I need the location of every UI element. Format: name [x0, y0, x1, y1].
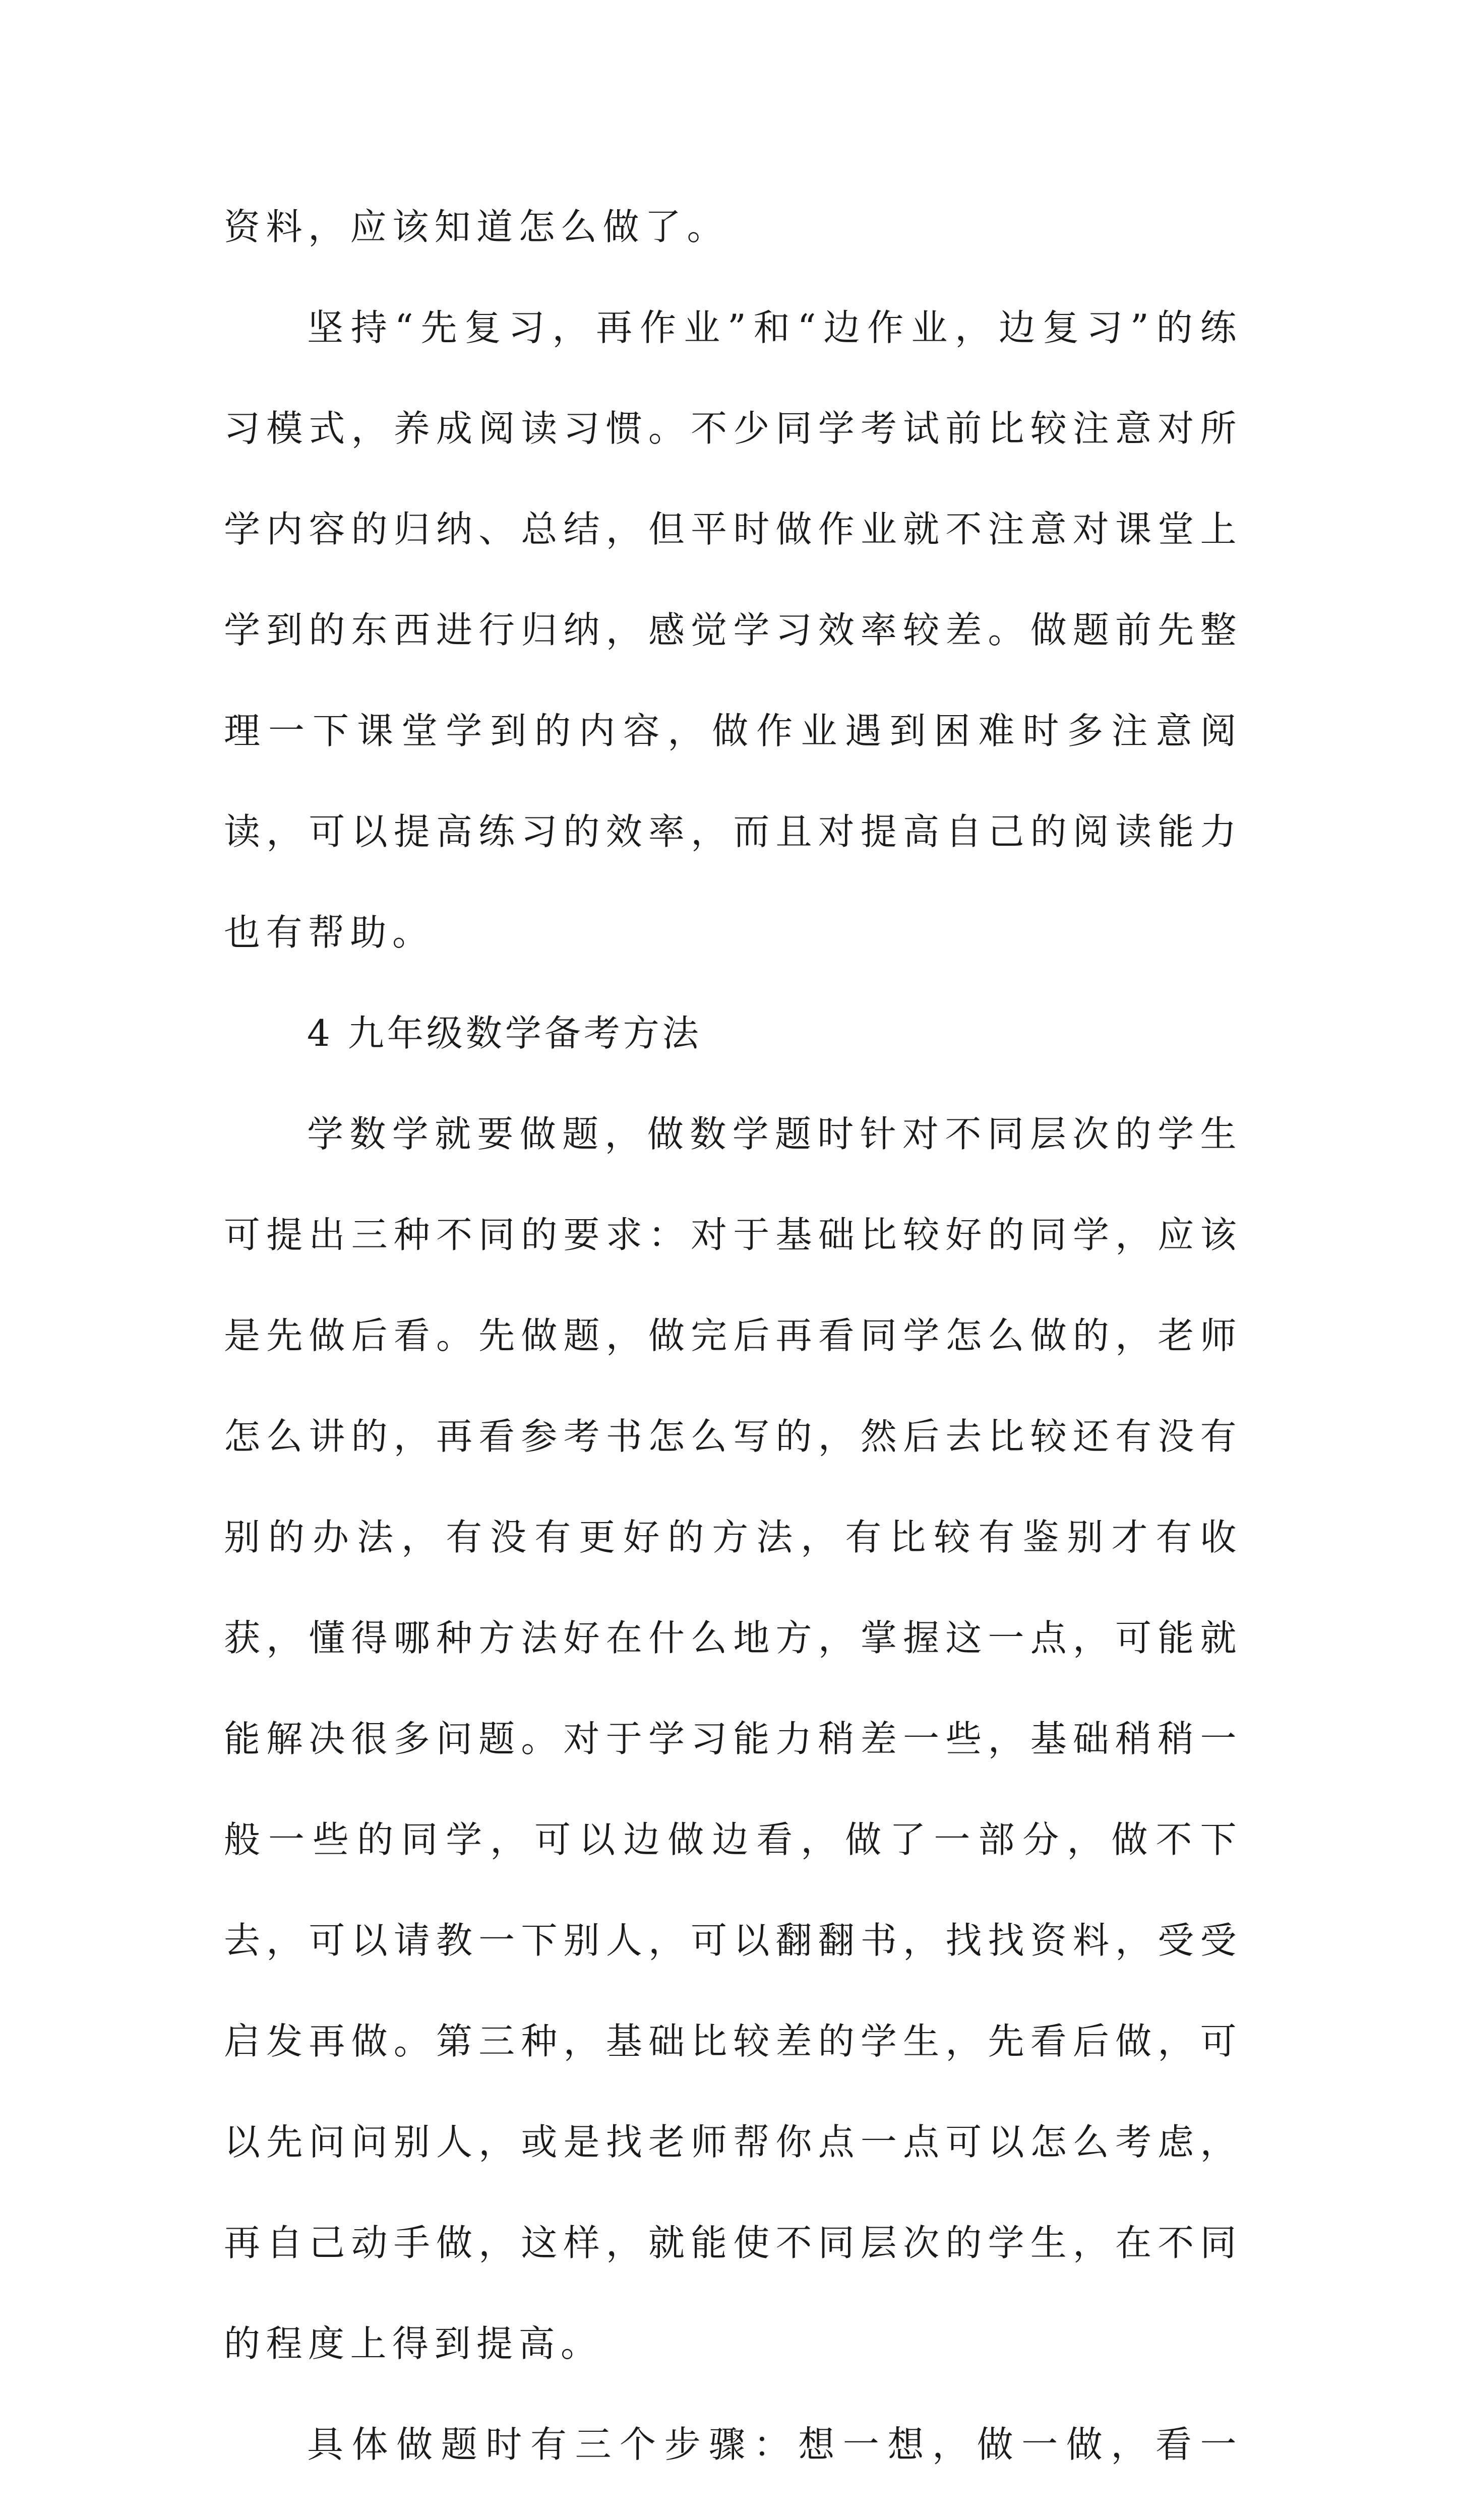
document-body	[224, 176, 1242, 2520]
paragraph-study-mode: 坚持“先复习，再作业”和“边作业，边复习”的练习模式，养成阅读习惯。不少同学考试前比较注意对所学内容的归纳、总结，但平时做作业就不注意对课堂上学到的东西进行归纳，感觉学习效率较差。做题前先整理一下课堂学到的内容，做作业遇到困难时多注意阅读，可以提高练习的效率，而且对提高自己的阅读能力也有帮助。	[224, 306, 1242, 954]
section-heading: 4 九年级数学备考方法	[307, 1012, 702, 1054]
paragraph-three-steps: 具体做题时有三个步骤：想一想，做一做，看一	[307, 2423, 1242, 2466]
paragraph-continued: 资料，应该知道怎么做了。	[224, 206, 730, 248]
paragraph-three-requirements: 学数学就要做题，做数学题时针对不同层次的学生可提出三种不同的要求：对于基础比较好的同学，应该是先做后看。先做题，做完后再看同学怎么做的，老师怎么讲的，再看参考书怎么写的，然后去比较还有没有别的办法，有没有更好的方法，有比较有鉴别才有收获，懂得哪种方法好在什么地方，掌握这一点，可能就能解决很多问题。对于学习能力稍差一些，基础稍稍一般一些的同学，可以边做边看，做了一部分，做不下去，可以请教一下别人，可以翻翻书，找找资料，受受启发再做。第三种，基础比较差的学生，先看后做，可以先问问别人，或是找老师帮你点一点可以怎么考虑，再自己动手做，这样，就能使不同层次的学生，在不同的程度上得到提高。	[224, 1113, 1242, 2365]
